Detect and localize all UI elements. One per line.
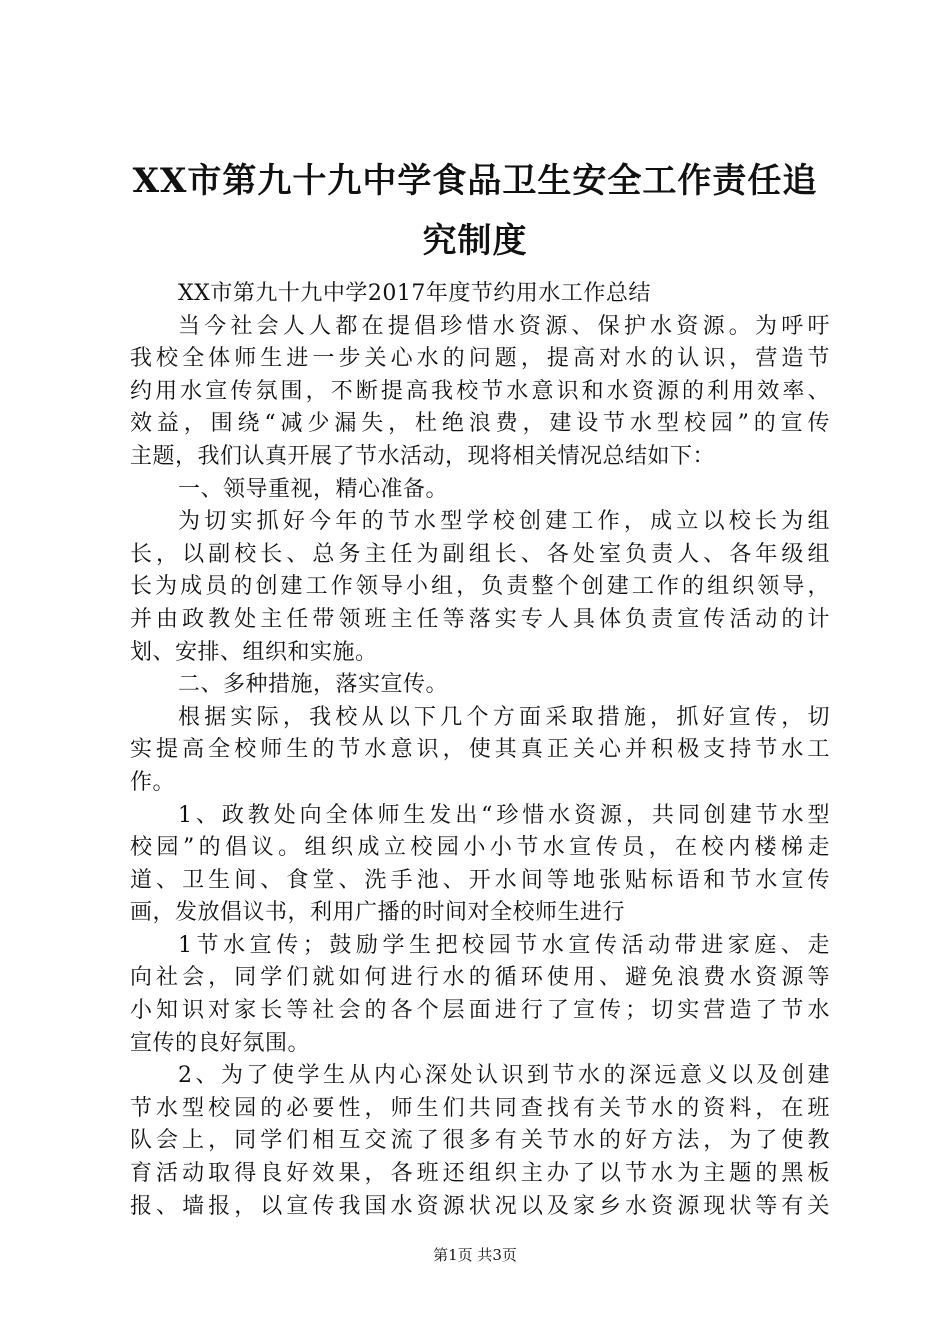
body-line: 校园”的倡议。组织成立校园小小节水宣传员，在校内楼梯走 <box>130 835 830 861</box>
body-line: 画，发放倡议书，利用广播的时间对全校师生进行 <box>130 900 626 926</box>
body-line: 向社会，同学们就如何进行水的循环使用、避免浪费水资源等 <box>130 965 830 991</box>
body-line: 约用水宣传氛围，不断提高我校节水意识和水资源的利用效率、 <box>130 378 830 404</box>
section-heading: 二、多种措施，落实宣传。 <box>178 672 449 698</box>
body-line: 主题，我们认真开展了节水活动，现将相关情况总结如下： <box>130 443 716 469</box>
body-line: 为切实抓好今年的节水型学校创建工作，成立以校长为组 <box>178 509 830 535</box>
body-line: 我校全体师生进一步关心水的问题，提高对水的认识，营造节 <box>130 346 830 372</box>
body-line: 队会上，同学们相互交流了很多有关节水的好方法，为了使教 <box>130 1128 830 1154</box>
page-footer: 第1页 共3页 <box>433 1246 517 1264</box>
subtitle-line: XX市第九十九中学2017年度节约用水工作总结 <box>178 281 651 306</box>
body-line: 道、卫生间、食堂、洗手池、开水间等地张贴标语和节水宣传 <box>130 867 830 893</box>
body-line: 长，以副校长、总务主任为副组长、各处室负责人、各年级组 <box>130 541 830 567</box>
body-line: 2、为了使学生从内心深处认识到节水的深远意义以及创建 <box>178 1063 830 1089</box>
body-line: 并由政教处主任带领班主任等落实专人具体负责宣传活动的计 <box>130 606 830 632</box>
body-line: 1节水宣传；鼓励学生把校园节水宣传活动带进家庭、走 <box>178 932 830 958</box>
body-line: 节水型校园的必要性，师生们共同查找有关节水的资料，在班 <box>130 1095 830 1121</box>
body-line: 根据实际，我校从以下几个方面采取措施，抓好宣传，切 <box>178 704 830 730</box>
body-line: 1、政教处向全体师生发出“珍惜水资源，共同创建节水型 <box>178 802 830 828</box>
body-line: 划、安排、组织和实施。 <box>130 639 378 665</box>
body-line: 当今社会人人都在提倡珍惜水资源、保护水资源。为呼吁 <box>178 313 830 339</box>
document-title-line-2: 究制度 <box>422 221 528 261</box>
body-line: 育活动取得良好效果，各班还组织主办了以节水为主题的黑板 <box>130 1161 830 1187</box>
body-line: 小知识对家长等社会的各个层面进行了宣传；切实营造了节水 <box>130 998 830 1024</box>
document-title-line-1: XX市第九十九中学食品卫生安全工作责任追 <box>132 161 818 201</box>
section-heading: 一、领导重视，精心准备。 <box>178 476 449 502</box>
body-line: 作。 <box>130 769 176 795</box>
body-line: 报、墙报，以宣传我国水资源状况以及家乡水资源现状等有关 <box>130 1193 830 1219</box>
body-line: 长为成员的创建工作领导小组，负责整个创建工作的组织领导， <box>130 574 830 600</box>
document-body <box>130 278 830 1223</box>
body-line: 宣传的良好氛围。 <box>130 1030 311 1056</box>
body-line: 实提高全校师生的节水意识，使其真正关心并积极支持节水工 <box>130 737 830 763</box>
body-line: 效益，围绕“减少漏失，杜绝浪费，建设节水型校园”的宣传 <box>130 411 830 437</box>
